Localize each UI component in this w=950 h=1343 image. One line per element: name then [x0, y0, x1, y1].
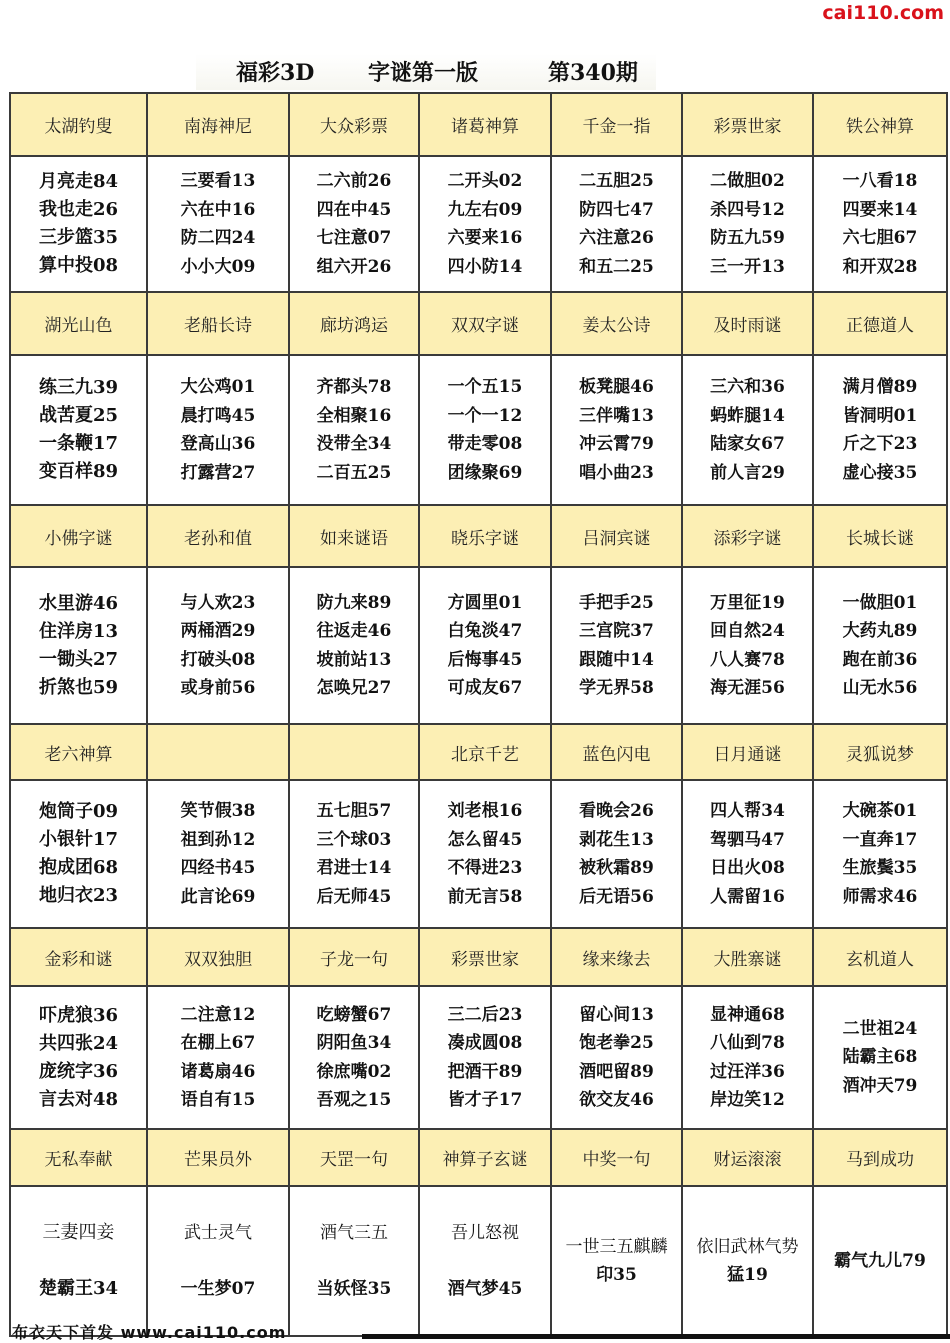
riddle-cell: [551, 156, 682, 292]
name-row: [10, 724, 947, 780]
riddle-cell: [419, 780, 551, 928]
riddle-line: 皆洞明01: [842, 405, 918, 426]
riddle-cell: [682, 567, 813, 724]
riddle-line: 防二四24: [180, 228, 256, 248]
riddle-line: 大药丸89: [842, 621, 918, 641]
riddle-line: 六在中16: [180, 199, 256, 220]
riddle-cell: [419, 567, 551, 724]
riddle-line: 没带全34: [316, 434, 392, 454]
riddle-line: 三个球03: [316, 829, 392, 850]
riddle-line: 当妖怪35: [316, 1279, 392, 1299]
riddle-line: 师需求46: [842, 886, 918, 907]
column-name: 老船长诗: [147, 292, 289, 355]
riddle-line: 小银针17: [38, 829, 119, 850]
riddle-cell: [813, 986, 947, 1129]
riddle-cell: [10, 567, 147, 724]
riddle-cell: [419, 1186, 551, 1336]
riddle-line: 海无涯56: [710, 678, 785, 698]
riddle-cell: [419, 986, 551, 1129]
riddle-line: 齐都头78: [316, 377, 392, 397]
riddle-cell: [289, 986, 419, 1129]
riddle-cell: [419, 156, 551, 292]
column-name: 大胜寨谜: [682, 928, 813, 986]
riddle-line: 武士灵气: [184, 1222, 252, 1243]
riddle-line: 四经书45: [180, 858, 256, 878]
column-name: [147, 724, 289, 780]
column-name: 正德道人: [813, 292, 947, 355]
column-name: 日月通谜: [682, 724, 813, 780]
riddle-line: 霸气九儿79: [834, 1250, 926, 1271]
title-edition: 字谜第一版: [368, 60, 479, 86]
column-name: 老六神算: [10, 724, 147, 780]
column-name: 蓝色闪电: [551, 724, 682, 780]
riddle-line: 酒气三五: [320, 1222, 388, 1243]
riddle-line: 与人欢23: [180, 592, 256, 613]
riddle-line: 诸葛扇46: [180, 1061, 256, 1082]
riddle-cell: [682, 355, 813, 505]
riddle-row: [10, 1186, 947, 1336]
column-name: 财运滚滚: [682, 1129, 813, 1186]
riddle-cell: [289, 567, 419, 724]
riddle-line: 算中投08: [38, 255, 119, 276]
riddle-line: 此言论69: [180, 886, 256, 907]
column-name: 中奖一句: [551, 1129, 682, 1186]
riddle-line: 坡前站13: [316, 649, 392, 670]
riddle-line: 君进士14: [316, 858, 392, 878]
riddle-line: 二六前26: [316, 171, 392, 191]
riddle-line: 斤之下23: [842, 434, 918, 454]
riddle-cell: [10, 355, 147, 505]
column-name: 大众彩票: [289, 93, 419, 156]
riddle-line: 练三九39: [38, 377, 119, 398]
riddle-line: 万里征19: [710, 592, 785, 613]
site-logo[interactable]: cai110.com: [822, 2, 944, 24]
column-name: 太湖钓叟: [10, 93, 147, 156]
name-row: [10, 1129, 947, 1186]
riddle-line: 变百样89: [38, 461, 119, 482]
riddle-line: 炮筒子09: [38, 801, 119, 822]
column-name: 双双独胆: [147, 928, 289, 986]
riddle-line: 防四七47: [579, 199, 654, 220]
riddle-line: 酒冲天79: [842, 1075, 918, 1096]
riddle-line: 三一开13: [710, 256, 785, 277]
riddle-line: 两桶酒29: [180, 621, 256, 641]
riddle-cell: [813, 355, 947, 505]
riddle-cell: [147, 567, 289, 724]
column-name: 芒果员外: [147, 1129, 289, 1186]
riddle-line: 晨打鸣45: [180, 405, 256, 426]
riddle-cell: [682, 156, 813, 292]
riddle-line: 蚂蚱腿14: [710, 405, 785, 426]
riddle-line: 五七胆57: [316, 801, 392, 821]
riddle-line: 一世三五麒麟: [565, 1236, 668, 1257]
riddle-line: 不得进23: [447, 858, 523, 878]
riddle-row: [10, 156, 947, 292]
riddle-line: 八人赛78: [710, 649, 785, 670]
riddle-line: 怎么留45: [447, 829, 523, 850]
riddle-line: 后无师45: [316, 886, 392, 907]
name-row: [10, 505, 947, 567]
riddle-line: 三伴嘴13: [579, 405, 654, 426]
riddle-line: 方圆里01: [447, 592, 523, 613]
riddle-line: 抱成团68: [38, 857, 119, 878]
riddle-cell: [813, 1186, 947, 1336]
riddle-line: 二开头02: [447, 171, 523, 191]
page-footer: [0, 1318, 950, 1343]
riddle-line: 登高山36: [180, 434, 256, 454]
riddle-line: 住洋房13: [38, 620, 119, 642]
riddle-cell: [813, 156, 947, 292]
riddle-line: 三要看13: [180, 171, 256, 191]
riddle-line: 三二后23: [447, 1004, 523, 1025]
riddle-line: 学无界58: [579, 678, 654, 698]
riddle-line: 九左右09: [447, 199, 523, 220]
riddle-line: 酒气梦45: [447, 1279, 523, 1299]
column-name: 长城长谜: [813, 505, 947, 567]
riddle-line: 一个一12: [447, 405, 523, 426]
riddle-line: 楚霸王34: [38, 1278, 119, 1299]
riddle-cell: [289, 156, 419, 292]
riddle-line: 驾驷马47: [710, 829, 785, 850]
riddle-cell: [289, 355, 419, 505]
riddle-line: 猛19: [727, 1265, 768, 1285]
riddle-cell: [147, 986, 289, 1129]
riddle-line: 大公鸡01: [180, 377, 256, 397]
riddle-line: 三宫院37: [579, 621, 654, 641]
riddle-cell: [147, 1186, 289, 1336]
name-row: [10, 928, 947, 986]
riddle-line: 打破头08: [180, 649, 256, 670]
column-name: 彩票世家: [419, 928, 551, 986]
riddle-line: 被秋霜89: [579, 858, 654, 878]
riddle-line: 一直奔17: [842, 829, 918, 850]
riddle-line: 怎唤兄27: [316, 678, 392, 698]
riddle-line: 三步篮35: [38, 227, 119, 248]
column-name: 双双字谜: [419, 292, 551, 355]
riddle-line: 共四张24: [38, 1032, 119, 1054]
riddle-line: 我也走26: [38, 199, 119, 220]
riddle-line: 打露营27: [180, 462, 256, 483]
riddle-cell: [551, 1186, 682, 1336]
riddle-line: 一条鞭17: [38, 433, 119, 454]
riddle-line: 看晚会26: [579, 801, 654, 821]
riddle-cell: [10, 1186, 147, 1336]
column-name: 天罡一句: [289, 1129, 419, 1186]
riddle-line: 团缘聚69: [447, 462, 523, 483]
riddle-cell: [682, 1186, 813, 1336]
riddle-line: 和开双28: [842, 256, 918, 277]
column-name: 如来谜语: [289, 505, 419, 567]
riddle-line: 防九来89: [316, 592, 392, 613]
column-name: 马到成功: [813, 1129, 947, 1186]
column-name: 灵狐说梦: [813, 724, 947, 780]
riddle-line: 六七胆67: [842, 228, 918, 248]
riddle-line: 一生梦07: [180, 1279, 256, 1299]
riddle-line: 一锄头27: [38, 648, 119, 670]
column-name: 及时雨谜: [682, 292, 813, 355]
column-name: 铁公神算: [813, 93, 947, 156]
riddle-line: 折煞也59: [38, 676, 119, 698]
riddle-line: 后悔事45: [447, 649, 523, 670]
column-name: 缘来缘去: [551, 928, 682, 986]
riddle-line: 月亮走84: [38, 171, 119, 192]
riddle-table: [9, 92, 948, 1337]
riddle-line: 一做胆01: [842, 592, 918, 613]
column-name: 小佛字谜: [10, 505, 147, 567]
riddle-line: 过汪洋36: [710, 1061, 785, 1082]
column-name: 彩票世家: [682, 93, 813, 156]
riddle-line: 一个五15: [447, 377, 523, 397]
riddle-line: 带走零08: [447, 434, 523, 454]
column-name: 添彩字谜: [682, 505, 813, 567]
riddle-line: 皆才子17: [447, 1090, 523, 1110]
column-name: [289, 724, 419, 780]
riddle-line: 陆家女67: [710, 434, 785, 454]
riddle-cell: [551, 986, 682, 1129]
riddle-line: 四在中45: [316, 199, 392, 220]
column-name: 金彩和谜: [10, 928, 147, 986]
riddle-line: 岸边笑12: [710, 1090, 785, 1110]
riddle-line: 地归衣23: [38, 885, 119, 906]
riddle-line: 六要来16: [447, 228, 523, 248]
riddle-line: 语自有15: [180, 1090, 256, 1110]
riddle-line: 欲交友46: [579, 1090, 654, 1110]
title-issue: 第340期: [548, 60, 638, 86]
riddle-line: 八仙到78: [710, 1033, 785, 1053]
riddle-cell: [813, 780, 947, 928]
riddle-line: 前人言29: [710, 462, 785, 483]
riddle-line: 跑在前36: [842, 649, 918, 670]
column-name: 姜太公诗: [551, 292, 682, 355]
riddle-line: 可成友67: [447, 678, 523, 698]
riddle-line: 刘老根16: [447, 801, 523, 821]
riddle-line: 手把手25: [579, 592, 654, 613]
riddle-line: 组六开26: [316, 256, 392, 277]
riddle-line: 印35: [596, 1265, 637, 1285]
riddle-line: 满月僧89: [842, 377, 918, 397]
riddle-line: 二世祖24: [842, 1018, 918, 1039]
riddle-line: 庞统字36: [38, 1060, 119, 1082]
riddle-line: 或身前56: [180, 678, 256, 698]
riddle-line: 凑成圆08: [447, 1033, 523, 1053]
riddle-line: 白兔淡47: [447, 621, 523, 641]
riddle-line: 依旧武林气势: [696, 1236, 799, 1257]
riddle-line: 四人帮34: [710, 801, 785, 821]
riddle-line: 吃螃蟹67: [316, 1004, 392, 1025]
riddle-line: 酒吧留89: [579, 1061, 654, 1082]
riddle-cell: [682, 986, 813, 1129]
column-name: 玄机道人: [813, 928, 947, 986]
riddle-line: 冲云霄79: [579, 434, 654, 454]
riddle-line: 祖到孙12: [180, 829, 256, 850]
riddle-row: [10, 567, 947, 724]
riddle-line: 水里游46: [38, 592, 119, 614]
riddle-cell: [289, 1186, 419, 1336]
riddle-line: 留心间13: [579, 1004, 654, 1025]
riddle-line: 吾观之15: [316, 1090, 392, 1110]
riddle-line: 杀四号12: [710, 199, 785, 220]
riddle-line: 四要来14: [842, 199, 918, 220]
riddle-line: 显神通68: [710, 1004, 785, 1025]
column-name: 北京千艺: [419, 724, 551, 780]
riddle-line: 人需留16: [710, 886, 785, 907]
riddle-line: 虚心接35: [842, 462, 918, 483]
riddle-cell: [551, 567, 682, 724]
column-name: 神算子玄谜: [419, 1129, 551, 1186]
riddle-cell: [10, 156, 147, 292]
riddle-line: 三六和36: [710, 377, 785, 397]
name-row: [10, 93, 947, 156]
column-name: 老孙和值: [147, 505, 289, 567]
riddle-line: 阴阳鱼34: [316, 1033, 392, 1053]
riddle-line: 在棚上67: [180, 1033, 256, 1053]
riddle-line: 日出火08: [710, 858, 785, 878]
riddle-line: 全相聚16: [316, 405, 392, 426]
riddle-line: 笑节假38: [180, 801, 256, 821]
riddle-line: 后无语56: [579, 886, 654, 907]
riddle-line: 二注意12: [180, 1004, 256, 1025]
footer-text[interactable]: 布衣天下首发 www.cai110.com: [12, 1323, 287, 1342]
riddle-row: [10, 355, 947, 505]
column-name: 吕洞宾谜: [551, 505, 682, 567]
riddle-line: 二百五25: [316, 462, 392, 483]
riddle-cell: [813, 567, 947, 724]
riddle-line: 三妻四妾: [42, 1222, 115, 1243]
riddle-line: 二做胆02: [710, 171, 785, 191]
column-name: 廊坊鸿运: [289, 292, 419, 355]
riddle-line: 生旅鬓35: [842, 858, 918, 878]
riddle-line: 一八看18: [842, 171, 918, 191]
riddle-cell: [551, 780, 682, 928]
riddle-cell: [419, 355, 551, 505]
riddle-line: 陆霸主68: [842, 1047, 918, 1068]
riddle-line: 小小大09: [180, 256, 256, 277]
riddle-row: [10, 780, 947, 928]
riddle-line: 和五二25: [579, 256, 654, 277]
riddle-cell: [147, 355, 289, 505]
column-name: 晓乐字谜: [419, 505, 551, 567]
riddle-line: 把酒干89: [447, 1061, 523, 1082]
riddle-line: 七注意07: [316, 228, 392, 248]
column-name: 南海神尼: [147, 93, 289, 156]
column-name: 诸葛神算: [419, 93, 551, 156]
riddle-line: 四小防14: [447, 256, 523, 277]
riddle-line: 唱小曲23: [579, 462, 654, 483]
riddle-line: 跟随中14: [579, 649, 654, 670]
riddle-line: 言去对48: [38, 1088, 119, 1110]
riddle-line: 防五九59: [710, 228, 785, 248]
riddle-line: 剥花生13: [579, 829, 654, 850]
riddle-line: 饱老拳25: [579, 1033, 654, 1053]
riddle-line: 战苦夏25: [38, 405, 119, 426]
column-name: 无私奉献: [10, 1129, 147, 1186]
riddle-line: 六注意26: [579, 228, 654, 248]
riddle-line: 回自然24: [710, 621, 785, 641]
riddle-line: 前无言58: [447, 886, 523, 907]
riddle-line: 二五胆25: [579, 171, 654, 191]
riddle-line: 吓虎狼36: [38, 1004, 119, 1026]
riddle-line: 往返走46: [316, 621, 392, 641]
column-name: 千金一指: [551, 93, 682, 156]
column-name: 子龙一句: [289, 928, 419, 986]
footer-divider: [362, 1334, 950, 1339]
riddle-cell: [147, 780, 289, 928]
title-lottery: 福彩3D: [236, 60, 315, 86]
riddle-line: 吾儿怒视: [451, 1222, 519, 1243]
riddle-cell: [10, 780, 147, 928]
riddle-line: 山无水56: [842, 678, 918, 698]
page-header: [0, 0, 950, 92]
riddle-line: 大碗茶01: [842, 801, 918, 821]
name-row: [10, 292, 947, 355]
riddle-cell: [147, 156, 289, 292]
riddle-cell: [289, 780, 419, 928]
riddle-cell: [682, 780, 813, 928]
riddle-line: 徐庶嘴02: [316, 1061, 392, 1082]
riddle-line: 板凳腿46: [579, 377, 654, 397]
column-name: 湖光山色: [10, 292, 147, 355]
riddle-row: [10, 986, 947, 1129]
riddle-cell: [10, 986, 147, 1129]
riddle-cell: [551, 355, 682, 505]
